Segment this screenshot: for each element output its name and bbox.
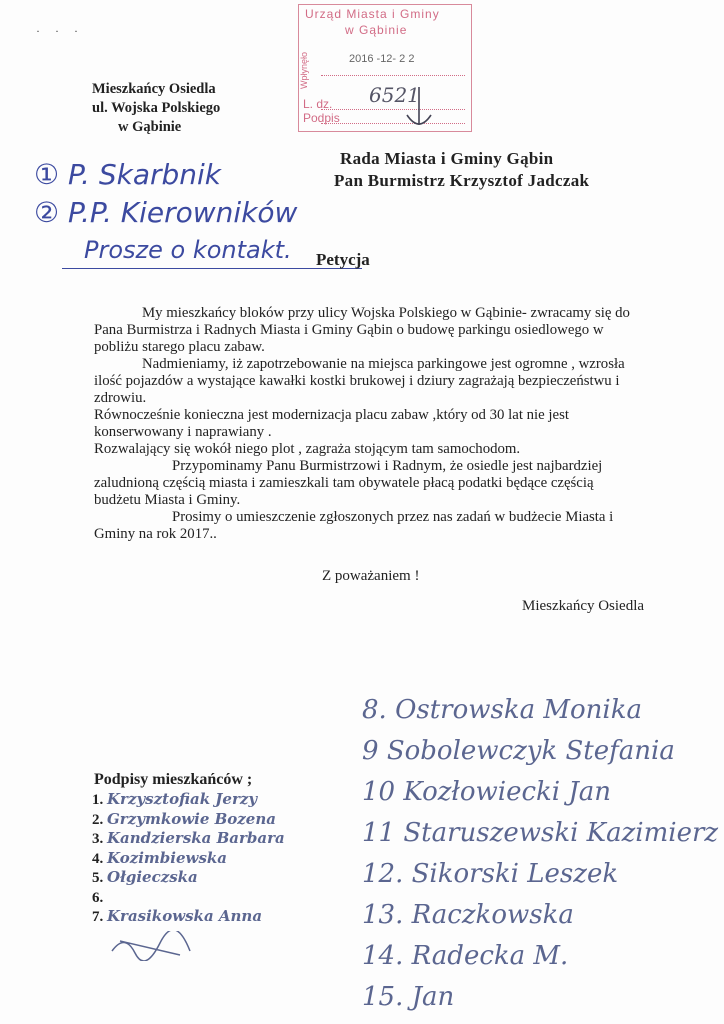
sig-number: 7.	[92, 909, 104, 925]
paragraph: Rozwalający się wokół niego plot , zagraża stojącym tam samochodom.	[94, 441, 521, 457]
sender-line: ul. Wojska Polskiego	[92, 100, 221, 116]
sig-name: Jan	[411, 982, 455, 1012]
signatures-right	[362, 690, 718, 1018]
stamp-line	[321, 123, 465, 124]
addressee-line: Rada Miasta i Gminy Gąbin	[340, 149, 554, 168]
sig-number: 5.	[92, 870, 104, 886]
sig-number: 14.	[362, 941, 404, 971]
sig-name: Ołgieczska	[107, 868, 198, 886]
sender-line: w Gąbinie	[118, 119, 182, 135]
stamp-line	[321, 75, 465, 76]
sig-name: Staruszewski Kazimierz	[403, 818, 719, 848]
stamp-line	[321, 109, 465, 110]
sig-number: 3.	[92, 831, 104, 847]
sig-name: Ostrowska Monika	[395, 695, 642, 725]
sender-line: Mieszkańcy Osiedla	[92, 81, 216, 97]
sender-block	[92, 80, 220, 137]
paragraph: Przypominamy Panu Burmistrzowi i Radnym, że osiedle jest najbardziej zaludnioną częścią miasta i zamieszkali tam obywatele płacą podatki będące częścią budżetu Miasta i Gminy.	[94, 458, 603, 508]
sig-name: Kozimbiewska	[107, 848, 227, 867]
sig-name: Raczkowska	[411, 900, 574, 930]
stamp-town: w Gąbinie	[345, 23, 408, 37]
handwritten-note: ② P.P. Kierowników	[34, 196, 298, 229]
sig-number: 1.	[92, 792, 104, 808]
signature-text: Mieszkańcy Osiedla	[522, 598, 645, 614]
sig-number: 8.	[362, 695, 387, 725]
handwritten-note: Prosze o kontakt.	[84, 236, 292, 264]
sig-name: Sikorski Leszek	[411, 859, 619, 889]
stamp-signature-mark	[399, 85, 439, 135]
sig-number: 9	[362, 736, 379, 766]
sig-number: 15.	[362, 982, 404, 1012]
sig-name: Grzymkowie Bozena	[107, 809, 276, 828]
closing: Z poważaniem !	[322, 568, 420, 584]
paragraph: Równocześnie konieczna jest modernizacja placu zabaw ,który od 30 lat nie jest konserwowany i naprawiany .	[94, 407, 569, 440]
stamp-date: 2016 -12- 2 2	[349, 53, 415, 65]
document-title: Petycja	[316, 250, 370, 269]
sig-number: 11	[362, 818, 396, 848]
sig-number: 13.	[362, 900, 404, 930]
sig-number: 12.	[362, 859, 404, 889]
sig-number: 10	[362, 777, 396, 807]
sig-name: Sobolewczyk Stefania	[386, 736, 675, 766]
petition-body	[94, 305, 634, 543]
signatures-label: Podpisy mieszkańców ;	[94, 771, 253, 788]
registry-stamp	[298, 4, 472, 132]
sig-number: 6.	[92, 889, 104, 906]
stamp-podpis-label: Podpis	[303, 111, 340, 125]
sig-name: Radecka M.	[411, 941, 569, 971]
handwritten-note: ① P. Skarbnik	[34, 158, 222, 191]
sig-name: Kandzierska Barbara	[107, 829, 285, 847]
sig-number: 2.	[92, 811, 104, 828]
stamp-ldz-number: 6521	[369, 83, 420, 107]
addressee-block	[334, 148, 589, 192]
paragraph: My mieszkańcy bloków przy ulicy Wojska Polskiego w Gąbinie- zwracamy się do Pana Burmistrza i Radnych Miasta i Gminy Gąbin o budowę parkingu osiedlowego w pobliżu starego placu zabaw.	[94, 305, 630, 355]
sig-number: 4.	[92, 850, 104, 867]
sig-name: Krzysztofiak Jerzy	[107, 790, 258, 808]
signatures-left	[92, 790, 285, 967]
paragraph: Nadmieniamy, iż zapotrzebowanie na miejsca parkingowe jest ogromne , wzrosła ilość pojazdów a wystające kawałki kostki brukowej i dziury zagrażają bezpieczeństwu i zdrowiu.	[94, 356, 625, 406]
sig-name: Kozłowiecki Jan	[403, 777, 612, 807]
stamp-ldz-label: L. dz.	[303, 97, 333, 111]
addressee-line: Pan Burmistrz Krzysztof Jadczak	[334, 171, 590, 190]
paragraph: Prosimy o umieszczenie zgłoszonych przez nas zadań w budżecie Miasta i Gminy na rok 2017..	[94, 509, 614, 542]
scribble-signature	[110, 931, 200, 961]
corner-marks: · · ·	[36, 24, 84, 38]
sig-name: Krasikowska Anna	[107, 907, 263, 925]
stamp-office: Urząd Miasta i Gminy	[305, 7, 440, 21]
stamp-side-label: Wpłynęło	[299, 51, 309, 89]
